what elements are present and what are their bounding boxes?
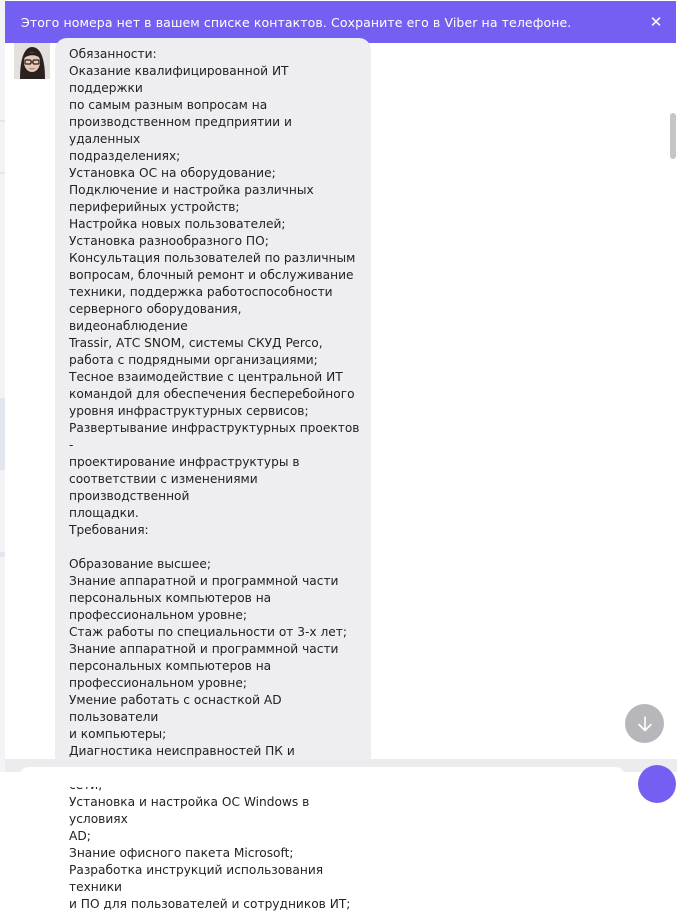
avatar[interactable] xyxy=(14,43,50,79)
scrollbar-thumb[interactable] xyxy=(670,113,676,159)
close-icon[interactable]: ✕ xyxy=(649,13,663,31)
message-text: Обязанности: Оказание квалифицированной ИТ поддержки по самым разным вопросам на производственном предприятии и удаленных подразделениях; Установка ОС на оборудование; Подключение и настройка различных периферийных устройств; Настройка новых пользователей; Установка разнообразного ПО; Консультация пользователей по различным вопросам, блочный ремонт и обслуживание техники, поддержка работоспособности серверного оборудования, видеонаблюдение Trassir, АТС SNOM, системы СКУД Perco, работа с подрядными организациями; Тесное взаимодействие с центральной ИТ командой для обеспечения бесперебойного уровня инфраструктурных сервисов; Развертывание инфраструктурных проектов - проектирование инфраструктуры в соответствии с изменениями производственной площадки. Требования: Образование высшее; Знание аппаратной и программной части персональных компьютеров на профессиональном уровне; Стаж работы по специальности от 3-х лет; Знание аппаратной и программной части персональных компьютеров на профессиональном уровне; Умение работать с оснасткой AD пользователи и компьютеры; Диагностика неисправностей ПК и Установка и настройка ОС Windows в условиях AD; Знание офисного пакета Microsoft; Разработка инструкций использования техники и ПО для пользователей и сотрудников ИТ; xyxy=(69,47,360,911)
message-input[interactable] xyxy=(19,767,625,787)
banner-text: Этого номера нет в вашем списке контактов. Сохраните его в Viber на телефоне. xyxy=(21,14,572,30)
arrow-down-icon xyxy=(636,715,654,733)
scrollbar[interactable] xyxy=(669,113,677,763)
send-button[interactable] xyxy=(638,765,676,803)
message-bubble[interactable] xyxy=(55,38,371,911)
avatar-image xyxy=(14,43,50,79)
chat-area xyxy=(5,43,677,911)
composer-bar xyxy=(5,759,677,772)
scroll-to-bottom-button[interactable] xyxy=(625,704,664,743)
unknown-contact-banner xyxy=(5,1,676,43)
